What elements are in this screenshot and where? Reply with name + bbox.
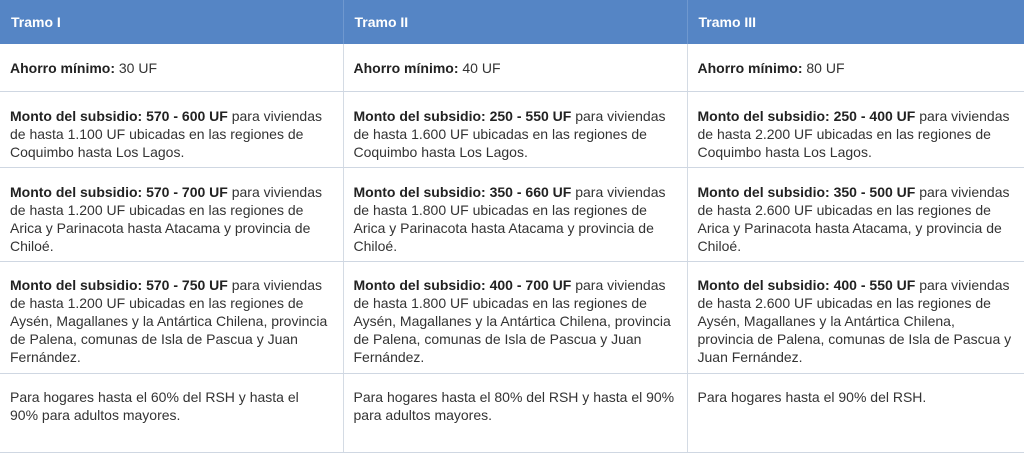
ahorro-label: Ahorro mínimo: — [697, 60, 803, 76]
monto-cell — [687, 167, 1024, 261]
hogares-cell: Para hogares hasta el 60% del RSH y hasta el 90% para adultos mayores. — [0, 373, 343, 452]
ahorro-cell — [343, 44, 687, 91]
monto-label: Monto del subsidio: 250 - 550 UF — [353, 107, 572, 124]
monto-range: 250 - 550 UF — [489, 107, 572, 124]
monto-label: Monto del subsidio: 400 - 550 UF — [697, 276, 916, 293]
monto-cell — [687, 91, 1024, 167]
monto-cell — [0, 261, 343, 373]
monto-range: 400 - 550 UF — [833, 276, 916, 293]
ahorro-label: Ahorro mínimo: — [353, 60, 459, 76]
monto-range: 400 - 700 UF — [489, 276, 572, 293]
monto-cell — [0, 167, 343, 261]
ahorro-value: 30 UF — [118, 60, 158, 76]
monto-range: 570 - 700 UF — [146, 183, 228, 200]
header-tramo-iii: Tramo III — [687, 0, 1024, 44]
monto-row — [0, 91, 1024, 167]
hogares-cell: Para hogares hasta el 90% del RSH. — [687, 373, 1024, 452]
monto-row — [0, 167, 1024, 261]
monto-range: 570 - 750 UF — [146, 276, 228, 293]
monto-label: Monto del subsidio: 400 - 700 UF — [353, 276, 572, 293]
hogares-row — [0, 373, 1024, 452]
ahorro-cell — [0, 44, 343, 91]
monto-row — [0, 261, 1024, 373]
monto-cell — [343, 167, 687, 261]
monto-label: Monto del subsidio: 350 - 660 UF — [353, 183, 572, 200]
hogares-cell: Para hogares hasta el 80% del RSH y hasta el 90% para adultos mayores. — [343, 373, 687, 452]
monto-text: para viviendas de hasta 1.800 UF ubicadas en las regiones de Arica y Parinacota hasta Atacama y provincia de Chiloé. — [353, 183, 666, 254]
monto-text: para viviendas de hasta 2.200 UF ubicadas en las regiones de Coquimbo hasta Los Lagos. — [697, 107, 1010, 160]
monto-text: para viviendas de hasta 2.600 UF ubicadas en las regiones de Aysén, Magallanes y la Antártica Chilena, provincia de Palena, comunas de Isla de Pascua y Juan Fernández. — [697, 276, 1012, 365]
monto-label: Monto del subsidio: 570 - 750 UF — [10, 276, 228, 293]
monto-range: 250 - 400 UF — [833, 107, 916, 124]
ahorro-row — [0, 44, 1024, 91]
ahorro-value: 80 UF — [806, 60, 845, 76]
header-tramo-i: Tramo I — [0, 0, 343, 44]
monto-text: para viviendas de hasta 1.100 UF ubicadas en las regiones de Coquimbo hasta Los Lagos. — [10, 107, 322, 160]
monto-label: Monto del subsidio: 250 - 400 UF — [697, 107, 916, 124]
monto-text: para viviendas de hasta 1.800 UF ubicadas en las regiones de Aysén, Magallanes y la Antártica Chilena, provincia de Palena, comunas de Isla de Pascua y Juan Fernández. — [353, 276, 671, 365]
monto-range: 570 - 600 UF — [146, 107, 228, 124]
monto-text: para viviendas de hasta 1.600 UF ubicadas en las regiones de Coquimbo hasta Los Lagos. — [353, 107, 666, 160]
monto-label: Monto del subsidio: 350 - 500 UF — [697, 183, 916, 200]
monto-range: 350 - 500 UF — [833, 183, 916, 200]
monto-cell — [687, 261, 1024, 373]
monto-cell — [0, 91, 343, 167]
monto-label: Monto del subsidio: 570 - 700 UF — [10, 183, 228, 200]
monto-text: para viviendas de hasta 2.600 UF ubicadas en las regiones de Arica y Parinacota hasta Atacama, y provincia de Chiloé. — [697, 183, 1010, 254]
monto-cell — [343, 91, 687, 167]
monto-range: 350 - 660 UF — [489, 183, 572, 200]
ahorro-label: Ahorro mínimo: — [10, 60, 115, 76]
ahorro-value: 40 UF — [462, 60, 501, 76]
monto-label: Monto del subsidio: 570 - 600 UF — [10, 107, 228, 124]
monto-cell — [343, 261, 687, 373]
header-tramo-ii: Tramo II — [343, 0, 687, 44]
ahorro-cell — [687, 44, 1024, 91]
monto-text: para viviendas de hasta 1.200 UF ubicadas en las regiones de Arica y Parinacota hasta Atacama y provincia de Chiloé. — [10, 183, 322, 254]
header-row — [0, 0, 1024, 44]
monto-text: para viviendas de hasta 1.200 UF ubicadas en las regiones de Aysén, Magallanes y la Antártica Chilena, provincia de Palena, comunas de Isla de Pascua y Juan Fernández. — [10, 276, 328, 365]
